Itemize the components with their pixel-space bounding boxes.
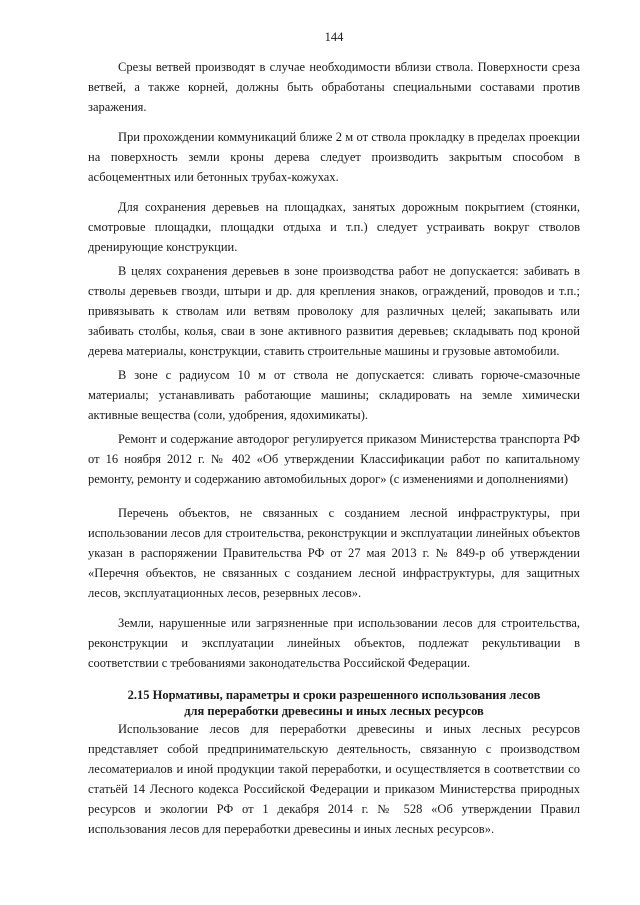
paragraph-road-maintenance: Ремонт и содержание автодорог регулируется приказом Министерства транспорта РФ от 16 ноября 2012 г. № 402 «Об утверждении Классификации работ по капитальному ремонту, ремонту и содержанию автомобильных дорог» (с изменениями и дополнениями) [88,432,580,486]
section-heading [88,687,580,719]
paragraph-wood-processing: Использование лесов для переработки древесины и иных лесных ресурсов представляет собой предпринимательскую деятельность, связанную с производством лесоматериалов и иной продукции такой переработки, и осуществляется в соответствии со статьёй 14 Лесного кодекса Российской Федерации и приказом Министерства природных ресурсов и экологии РФ от 1 декабря 2014 г. № 528 «Об утверждении Правил использования лесов для переработки древесины и иных лесных ресурсов». [88,722,580,836]
paragraph-utilities: При прохождении коммуникаций ближе 2 м от ствола прокладку в пределах проекции на поверхность земли кроны дерева следует производить закрытым способом в асбоцементных или бетонных трубах-кожухах. [88,130,580,184]
page-content [88,57,580,839]
paragraph-paved-areas: Для сохранения деревьев на площадках, занятых дорожным покрытием (стоянки, смотровые площадки, площадки отдыха и т.п.) следует устраивать вокруг стволов дренирующие конструкции. [88,200,580,254]
paragraph-objects-list: Перечень объектов, не связанных с созданием лесной инфраструктуры, при использовании лесов для строительства, реконструкции и эксплуатации линейных объектов указан в распоряжении Правительства РФ от 27 мая 2013 г. № 849-р об утверждении «Перечня объектов, не связанных с созданием лесной инфраструктуры, для защитных лесов, эксплуатационных лесов, резервных лесов». [88,506,580,600]
paragraph-recultivation: Земли, нарушенные или загрязненные при использовании лесов для строительства, реконструкции и эксплуатации линейных объектов, подлежат рекультивации в соответствии с требованиями законодательства Российской Федерации. [88,616,580,670]
section-heading-line2: для переработки древесины и иных лесных ресурсов [184,704,484,718]
section-heading-line1: 2.15 Нормативы, параметры и сроки разрешенного использования лесов [127,688,541,702]
page-number: 144 [324,30,344,44]
paragraph-radius-zone: В зоне с радиусом 10 м от ствола не допускается: сливать горюче-смазочные материалы; устанавливать работающие машины; складировать на земле химически активные вещества (соли, удобрения, ядохимикаты). [88,368,580,422]
paragraph-branch-cuts: Срезы ветвей производят в случае необходимости вблизи ствола. Поверхности среза ветвей, а также корней, должны быть обработаны специальными составами против заражения. [88,60,580,114]
paragraph-work-zone: В целях сохранения деревьев в зоне производства работ не допускается: забивать в стволы деревьев гвозди, штыри и др. для крепления знаков, ограждений, проводов и т.п.; привязывать к стволам или ветвям проволоку для различных целей; закапывать или забивать столбы, колья, сваи в зоне активного развития деревьев; складывать под кроной дерева материалы, конструкции, ставить строительные машины и грузовые автомобили. [88,264,580,358]
